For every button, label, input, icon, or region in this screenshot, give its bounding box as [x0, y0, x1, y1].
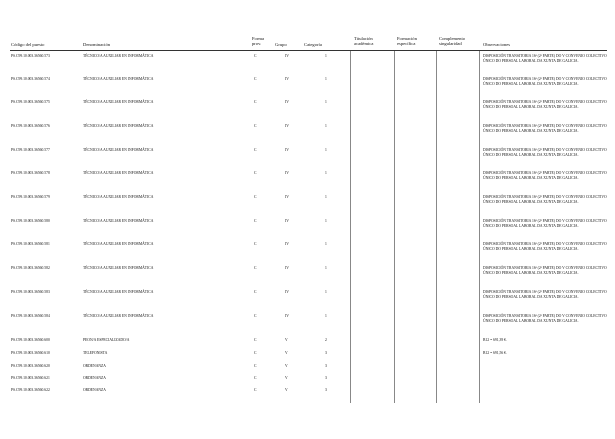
cell-observaciones: DISPOSICIÓN TRANSITORIA 16ª (2ª PARTE) DO V CONVENIO COLECTIVO ÚNICO DO PERSOAL LABORAL DA XUNTA DE GALICIA.	[483, 171, 607, 180]
cell-grupo: IV	[285, 171, 289, 175]
cell-observaciones: DISPOSICIÓN TRANSITORIA 16ª (2ª PARTE) DO V CONVENIO COLECTIVO ÚNICO DO PERSOAL LABORAL DA XUNTA DE GALICIA.	[483, 148, 607, 157]
cell-categoria: 1	[325, 77, 327, 81]
cell-forma: C	[254, 388, 257, 392]
cell-forma: C	[254, 100, 257, 104]
cell-categoria: 3	[325, 376, 327, 380]
header-complemento: Complemento singularidad	[439, 36, 466, 47]
cell-denominacion: TELEFONISTA	[83, 351, 108, 355]
cell-denominacion: ORDENANZA	[83, 364, 106, 368]
cell-categoria: 3	[325, 364, 327, 368]
cell-observaciones: DISPOSICIÓN TRANSITORIA 16ª (2ª PARTE) DO V CONVENIO COLECTIVO ÚNICO DO PERSOAL LABORAL DA XUNTA DE GALICIA.	[483, 219, 607, 228]
cell-categoria: 1	[325, 314, 327, 318]
header-rule	[10, 50, 607, 51]
cell-observaciones: DISPOSICIÓN TRANSITORIA 16ª (2ª PARTE) DO V CONVENIO COLECTIVO ÚNICO DO PERSOAL LABORAL DA XUNTA DE GALICIA.	[483, 266, 607, 275]
cell-grupo: IV	[285, 219, 289, 223]
cell-denominacion: TÉCNICO/A AUXILIAR EN INFORMÁTICA	[83, 100, 154, 104]
cell-denominacion: TÉCNICO/A AUXILIAR EN INFORMÁTICA	[83, 148, 154, 152]
cell-forma: C	[254, 242, 257, 246]
cell-denominacion: ORDENANZA	[83, 376, 106, 380]
cell-forma: C	[254, 54, 257, 58]
cell-grupo: IV	[285, 124, 289, 128]
cell-grupo: V	[285, 338, 288, 342]
cell-categoria: 3	[325, 388, 327, 392]
column-divider	[436, 51, 437, 403]
cell-forma: C	[254, 351, 257, 355]
cell-observaciones: B12 = 691,56 €.	[483, 351, 507, 355]
cell-grupo: IV	[285, 195, 289, 199]
cell-denominacion: TÉCNICO/A AUXILIAR EN INFORMÁTICA	[83, 77, 154, 81]
cell-grupo: IV	[285, 148, 289, 152]
cell-observaciones: DISPOSICIÓN TRANSITORIA 16ª (2ª PARTE) DO V CONVENIO COLECTIVO ÚNICO DO PERSOAL LABORAL DA XUNTA DE GALICIA.	[483, 290, 607, 299]
cell-observaciones: DISPOSICIÓN TRANSITORIA 16ª (2ª PARTE) DO V CONVENIO COLECTIVO ÚNICO DO PERSOAL LABORAL DA XUNTA DE GALICIA.	[483, 100, 607, 109]
header-denominacion: Denominación	[83, 42, 111, 47]
cell-grupo: IV	[285, 266, 289, 270]
cell-categoria: 1	[325, 54, 327, 58]
cell-categoria: 1	[325, 219, 327, 223]
cell-forma: C	[254, 290, 257, 294]
cell-denominacion: TÉCNICO/A AUXILIAR EN INFORMÁTICA	[83, 124, 154, 128]
cell-codigo: PS.C99.10.003.36560.622	[11, 388, 50, 392]
cell-denominacion: TÉCNICO/A AUXILIAR EN INFORMÁTICA	[83, 54, 154, 58]
cell-codigo: PS.C99.10.003.36560.574	[11, 77, 50, 81]
cell-denominacion: TÉCNICO/A AUXILIAR EN INFORMÁTICA	[83, 195, 154, 199]
column-divider	[350, 51, 351, 403]
cell-forma: C	[254, 219, 257, 223]
column-divider	[479, 51, 480, 403]
cell-forma: C	[254, 338, 257, 342]
cell-codigo: PS.C99.10.003.36560.573	[11, 54, 50, 58]
header-grupo: Grupo	[275, 42, 287, 47]
header-categoria: Categoría	[304, 42, 322, 47]
cell-categoria: 1	[325, 195, 327, 199]
cell-codigo: PS.C99.10.003.36560.600	[11, 338, 50, 342]
cell-codigo: PS.C99.10.003.36560.621	[11, 376, 50, 380]
cell-grupo: IV	[285, 77, 289, 81]
cell-denominacion: TÉCNICO/A AUXILIAR EN INFORMÁTICA	[83, 242, 154, 246]
cell-grupo: V	[285, 364, 288, 368]
cell-forma: C	[254, 364, 257, 368]
cell-categoria: 1	[325, 290, 327, 294]
cell-codigo: PS.C99.10.003.36560.610	[11, 351, 50, 355]
cell-categoria: 1	[325, 242, 327, 246]
cell-observaciones: DISPOSICIÓN TRANSITORIA 16ª (2ª PARTE) DO V CONVENIO COLECTIVO ÚNICO DO PERSOAL LABORAL DA XUNTA DE GALICIA.	[483, 54, 607, 63]
cell-denominacion: TÉCNICO/A AUXILIAR EN INFORMÁTICA	[83, 171, 154, 175]
cell-grupo: V	[285, 388, 288, 392]
cell-codigo: PS.C99.10.003.36560.620	[11, 364, 50, 368]
cell-codigo: PS.C99.10.003.36560.583	[11, 290, 50, 294]
cell-codigo: PS.C99.10.003.36560.584	[11, 314, 50, 318]
cell-observaciones: DISPOSICIÓN TRANSITORIA 16ª (2ª PARTE) DO V CONVENIO COLECTIVO ÚNICO DO PERSOAL LABORAL DA XUNTA DE GALICIA.	[483, 314, 607, 323]
header-observaciones: Observaciones	[483, 42, 511, 47]
column-divider	[394, 51, 395, 403]
cell-grupo: V	[285, 376, 288, 380]
cell-forma: C	[254, 266, 257, 270]
cell-categoria: 1	[325, 171, 327, 175]
cell-observaciones: DISPOSICIÓN TRANSITORIA 16ª (2ª PARTE) DO V CONVENIO COLECTIVO ÚNICO DO PERSOAL LABORAL DA XUNTA DE GALICIA.	[483, 124, 607, 133]
cell-forma: C	[254, 77, 257, 81]
cell-codigo: PS.C99.10.003.36560.578	[11, 171, 50, 175]
cell-codigo: PS.C99.10.003.36560.575	[11, 100, 50, 104]
cell-grupo: IV	[285, 290, 289, 294]
cell-grupo: IV	[285, 100, 289, 104]
header-titulacion: Titulación académica	[354, 36, 374, 47]
header-forma: Forma prov.	[252, 36, 264, 47]
cell-denominacion: TÉCNICO/A AUXILIAR EN INFORMÁTICA	[83, 290, 154, 294]
cell-forma: C	[254, 314, 257, 318]
cell-forma: C	[254, 376, 257, 380]
cell-observaciones: B12 = 691,39 €.	[483, 338, 507, 342]
cell-codigo: PS.C99.10.003.36560.582	[11, 266, 50, 270]
cell-categoria: 1	[325, 266, 327, 270]
cell-codigo: PS.C99.10.003.36560.580	[11, 219, 50, 223]
cell-forma: C	[254, 171, 257, 175]
cell-denominacion: TÉCNICO/A AUXILIAR EN INFORMÁTICA	[83, 219, 154, 223]
cell-codigo: PS.C99.10.003.36560.579	[11, 195, 50, 199]
cell-forma: C	[254, 148, 257, 152]
cell-denominacion: TÉCNICO/A AUXILIAR EN INFORMÁTICA	[83, 266, 154, 270]
cell-denominacion: ORDENANZA	[83, 388, 106, 392]
cell-codigo: PS.C99.10.003.36560.577	[11, 148, 50, 152]
header-codigo: Código del puesto	[11, 42, 45, 47]
cell-observaciones: DISPOSICIÓN TRANSITORIA 16ª (2ª PARTE) DO V CONVENIO COLECTIVO ÚNICO DO PERSOAL LABORAL DA XUNTA DE GALICIA.	[483, 242, 607, 251]
cell-observaciones: DISPOSICIÓN TRANSITORIA 16ª (2ª PARTE) DO V CONVENIO COLECTIVO ÚNICO DO PERSOAL LABORAL DA XUNTA DE GALICIA.	[483, 195, 607, 204]
cell-categoria: 1	[325, 100, 327, 104]
cell-grupo: V	[285, 351, 288, 355]
cell-forma: C	[254, 124, 257, 128]
cell-observaciones: DISPOSICIÓN TRANSITORIA 16ª (2ª PARTE) DO V CONVENIO COLECTIVO ÚNICO DO PERSOAL LABORAL DA XUNTA DE GALICIA.	[483, 77, 607, 86]
cell-categoria: 3	[325, 351, 327, 355]
cell-categoria: 2	[325, 338, 327, 342]
cell-categoria: 1	[325, 124, 327, 128]
cell-codigo: PS.C99.10.003.36560.581	[11, 242, 50, 246]
cell-grupo: IV	[285, 54, 289, 58]
cell-grupo: IV	[285, 242, 289, 246]
cell-forma: C	[254, 195, 257, 199]
header-formacion: Formación específica	[397, 36, 417, 47]
cell-grupo: IV	[285, 314, 289, 318]
cell-categoria: 1	[325, 148, 327, 152]
cell-codigo: PS.C99.10.003.36560.576	[11, 124, 50, 128]
cell-denominacion: PEON/A ESPECIALIZADO/A	[83, 338, 130, 342]
cell-denominacion: TÉCNICO/A AUXILIAR EN INFORMÁTICA	[83, 314, 154, 318]
